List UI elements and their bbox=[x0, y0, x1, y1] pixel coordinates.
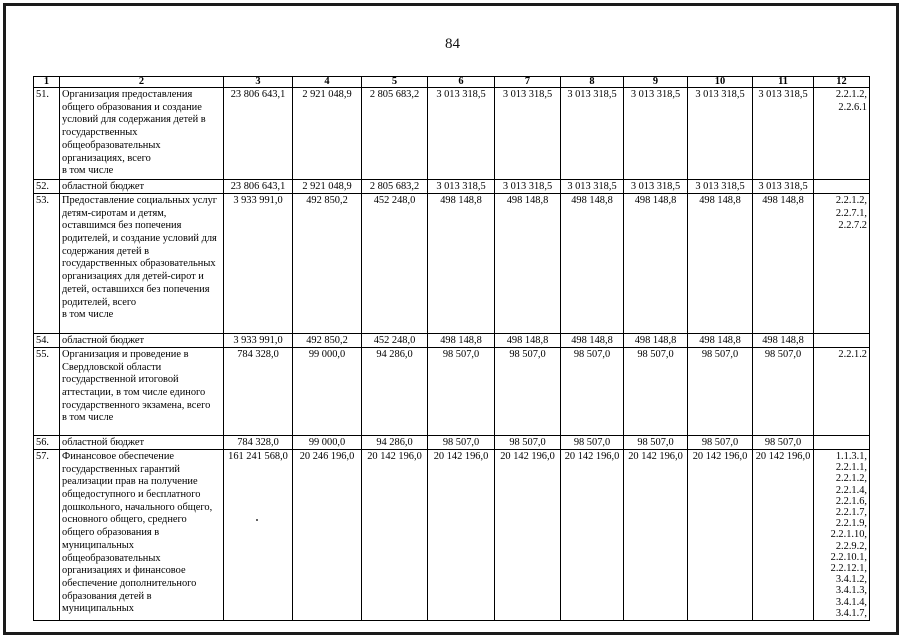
value-cell: 3 013 318,5 bbox=[624, 88, 688, 180]
table-row bbox=[34, 449, 870, 620]
table-row bbox=[34, 333, 870, 347]
row-subnote: в том числе bbox=[62, 309, 114, 321]
reference-code: 2.2.1.6, bbox=[835, 495, 867, 507]
value-cell: 492 850,2 bbox=[293, 193, 362, 333]
row-description: областной бюджет bbox=[60, 435, 224, 449]
reference-code: 2.2.7.1, bbox=[835, 207, 867, 219]
value-cell: 3 013 318,5 bbox=[561, 88, 624, 180]
row-number: 54. bbox=[34, 333, 60, 347]
row-description-text: Организация предоставления общего образования и создание условий для содержания детей в государственных общеобразовательных организациях, всего bbox=[62, 89, 206, 164]
page-number: 84 bbox=[445, 36, 460, 52]
value-cell: 498 148,8 bbox=[495, 193, 561, 333]
value-cell: 98 507,0 bbox=[688, 435, 753, 449]
value-cell: 20 142 196,0 bbox=[688, 449, 753, 620]
column-header: 9 bbox=[624, 77, 688, 88]
value-cell: 98 507,0 bbox=[753, 347, 814, 435]
reference-code: 2.2.1.2, bbox=[835, 89, 867, 100]
row-description: областной бюджет bbox=[60, 179, 224, 193]
reference-code: 2.2.9.2, bbox=[835, 540, 867, 552]
value-cell: 20 142 196,0 bbox=[561, 449, 624, 620]
column-header: 10 bbox=[688, 77, 753, 88]
value-cell: 99 000,0 bbox=[293, 347, 362, 435]
reference-code: 2.2.10.1, bbox=[830, 551, 867, 563]
value-cell: 452 248,0 bbox=[362, 333, 428, 347]
column-header: 6 bbox=[428, 77, 495, 88]
column-header: 4 bbox=[293, 77, 362, 88]
value-cell: 498 148,8 bbox=[428, 333, 495, 347]
value-cell: 3 933 991,0 bbox=[224, 193, 293, 333]
reference-code: 2.2.7.2 bbox=[838, 220, 867, 232]
row-subnote: в том числе bbox=[62, 412, 114, 424]
table-row bbox=[34, 179, 870, 193]
reference-code: 2.2.12.1, bbox=[830, 562, 867, 574]
table-row bbox=[34, 88, 870, 180]
value-cell: 498 148,8 bbox=[688, 193, 753, 333]
reference-code: 2.2.1.2, bbox=[835, 194, 867, 206]
reference-cell bbox=[814, 333, 870, 347]
column-header: 2 bbox=[60, 77, 224, 88]
reference-code: 2.2.1.1, bbox=[835, 462, 867, 474]
reference-code: 3.4.1.4, bbox=[835, 596, 867, 608]
row-description-text: Организация и проведение в Свердловской области государственной итоговой аттестации, в том числе единого государственного экзамена, всего bbox=[62, 348, 211, 411]
value-cell: 20 142 196,0 bbox=[362, 449, 428, 620]
value-cell: 20 142 196,0 bbox=[428, 449, 495, 620]
value-cell: 498 148,8 bbox=[495, 333, 561, 347]
value-cell: 98 507,0 bbox=[624, 435, 688, 449]
row-subnote: в том числе bbox=[62, 165, 114, 177]
reference-code: 1.1.3.1, bbox=[835, 450, 867, 462]
reference-code: 2.2.1.9, bbox=[835, 518, 867, 530]
reference-code: 3.4.1.2, bbox=[835, 574, 867, 586]
table-row bbox=[34, 435, 870, 449]
value-cell: 498 148,8 bbox=[561, 333, 624, 347]
value-cell: 98 507,0 bbox=[688, 347, 753, 435]
value-cell: 452 248,0 bbox=[362, 193, 428, 333]
value-cell: 23 806 643,1 bbox=[224, 88, 293, 180]
value-cell: 98 507,0 bbox=[495, 435, 561, 449]
reference-cell bbox=[814, 435, 870, 449]
value-cell: 2 921 048,9 bbox=[293, 179, 362, 193]
value-cell: 498 148,8 bbox=[624, 333, 688, 347]
value-cell: 3 013 318,5 bbox=[753, 179, 814, 193]
row-number: 53. bbox=[34, 193, 60, 333]
reference-code: 2.2.1.7, bbox=[835, 506, 867, 518]
row-number: 57. bbox=[34, 449, 60, 620]
value-cell: 94 286,0 bbox=[362, 435, 428, 449]
value-cell: 498 148,8 bbox=[753, 193, 814, 333]
value-cell: 98 507,0 bbox=[624, 347, 688, 435]
value-cell: 498 148,8 bbox=[428, 193, 495, 333]
value-cell: 99 000,0 bbox=[293, 435, 362, 449]
value-cell: 98 507,0 bbox=[561, 435, 624, 449]
value-cell: 98 507,0 bbox=[561, 347, 624, 435]
reference-code: 2.2.1.10, bbox=[830, 529, 867, 541]
column-header: 12 bbox=[814, 77, 870, 88]
value-cell: 2 805 683,2 bbox=[362, 179, 428, 193]
column-header: 11 bbox=[753, 77, 814, 88]
reference-code: 3.4.1.7, bbox=[835, 607, 867, 619]
value-cell: 3 013 318,5 bbox=[428, 179, 495, 193]
value-cell: 23 806 643,1 bbox=[224, 179, 293, 193]
value-cell: 3 013 318,5 bbox=[753, 88, 814, 180]
value-cell: 498 148,8 bbox=[753, 333, 814, 347]
value-cell: 3 933 991,0 bbox=[224, 333, 293, 347]
row-description-text: Предоставление социальных услуг детям-сиротам и детям, оставшимся без попечения родителей, и создание условий для содержания детей в государственных образовательных организациях для детей-сирот и детей, оставшихся без попечения родителей, всего bbox=[62, 194, 218, 308]
value-cell: 498 148,8 bbox=[624, 193, 688, 333]
reference-code: 3.4.1.3, bbox=[835, 585, 867, 597]
value-cell: 3 013 318,5 bbox=[624, 179, 688, 193]
column-header: 8 bbox=[561, 77, 624, 88]
row-number: 52. bbox=[34, 179, 60, 193]
value-cell: 98 507,0 bbox=[428, 347, 495, 435]
column-header: 1 bbox=[34, 77, 60, 88]
value-cell: 98 507,0 bbox=[753, 435, 814, 449]
reference-cell bbox=[814, 179, 870, 193]
value-cell: 161 241 568,0 bbox=[224, 449, 293, 620]
budget-table bbox=[33, 76, 870, 621]
value-cell: 498 148,8 bbox=[688, 333, 753, 347]
reference-code: 2.2.1.4, bbox=[835, 484, 867, 496]
value-cell: 20 142 196,0 bbox=[495, 449, 561, 620]
value-cell: 98 507,0 bbox=[495, 347, 561, 435]
row-description bbox=[60, 193, 224, 333]
column-header: 3 bbox=[224, 77, 293, 88]
value-cell: 784 328,0 bbox=[224, 347, 293, 435]
table-row bbox=[34, 347, 870, 435]
reference-cell bbox=[814, 449, 870, 620]
value-cell: 3 013 318,5 bbox=[428, 88, 495, 180]
row-description: Финансовое обеспечение государственных гарантий реализации прав на получение общедоступного и бесплатного дошкольного, начального общего, основного общего, среднего общего образования в муниципальных общеобразовательных организациях и финансовое обеспечение дополнительного образования детей в муниципальных bbox=[60, 449, 224, 620]
row-number: 51. bbox=[34, 88, 60, 180]
value-cell: 3 013 318,5 bbox=[688, 179, 753, 193]
table-row bbox=[34, 193, 870, 333]
row-description: областной бюджет bbox=[60, 333, 224, 347]
reference-code: 2.2.6.1 bbox=[838, 101, 867, 113]
value-cell: 20 142 196,0 bbox=[753, 449, 814, 620]
value-cell: 784 328,0 bbox=[224, 435, 293, 449]
reference-cell bbox=[814, 347, 870, 435]
value-cell: 98 507,0 bbox=[428, 435, 495, 449]
row-number: 56. bbox=[34, 435, 60, 449]
reference-code: 2.2.1.2, bbox=[835, 473, 867, 485]
value-cell: 2 805 683,2 bbox=[362, 88, 428, 180]
value-cell: 20 142 196,0 bbox=[624, 449, 688, 620]
value-cell: 20 246 196,0 bbox=[293, 449, 362, 620]
column-header: 7 bbox=[495, 77, 561, 88]
value-cell: 3 013 318,5 bbox=[495, 88, 561, 180]
value-cell: 2 921 048,9 bbox=[293, 88, 362, 180]
column-header: 5 bbox=[362, 77, 428, 88]
row-description bbox=[60, 88, 224, 180]
value-cell: 3 013 318,5 bbox=[561, 179, 624, 193]
value-cell: 94 286,0 bbox=[362, 347, 428, 435]
value-cell: 3 013 318,5 bbox=[688, 88, 753, 180]
value-cell: 3 013 318,5 bbox=[495, 179, 561, 193]
row-description bbox=[60, 347, 224, 435]
reference-cell bbox=[814, 193, 870, 333]
column-number-row bbox=[34, 77, 870, 88]
reference-cell bbox=[814, 88, 870, 180]
value-cell: 498 148,8 bbox=[561, 193, 624, 333]
value-cell: 492 850,2 bbox=[293, 333, 362, 347]
reference-code: 2.2.1.2 bbox=[838, 348, 867, 360]
row-number: 55. bbox=[34, 347, 60, 435]
